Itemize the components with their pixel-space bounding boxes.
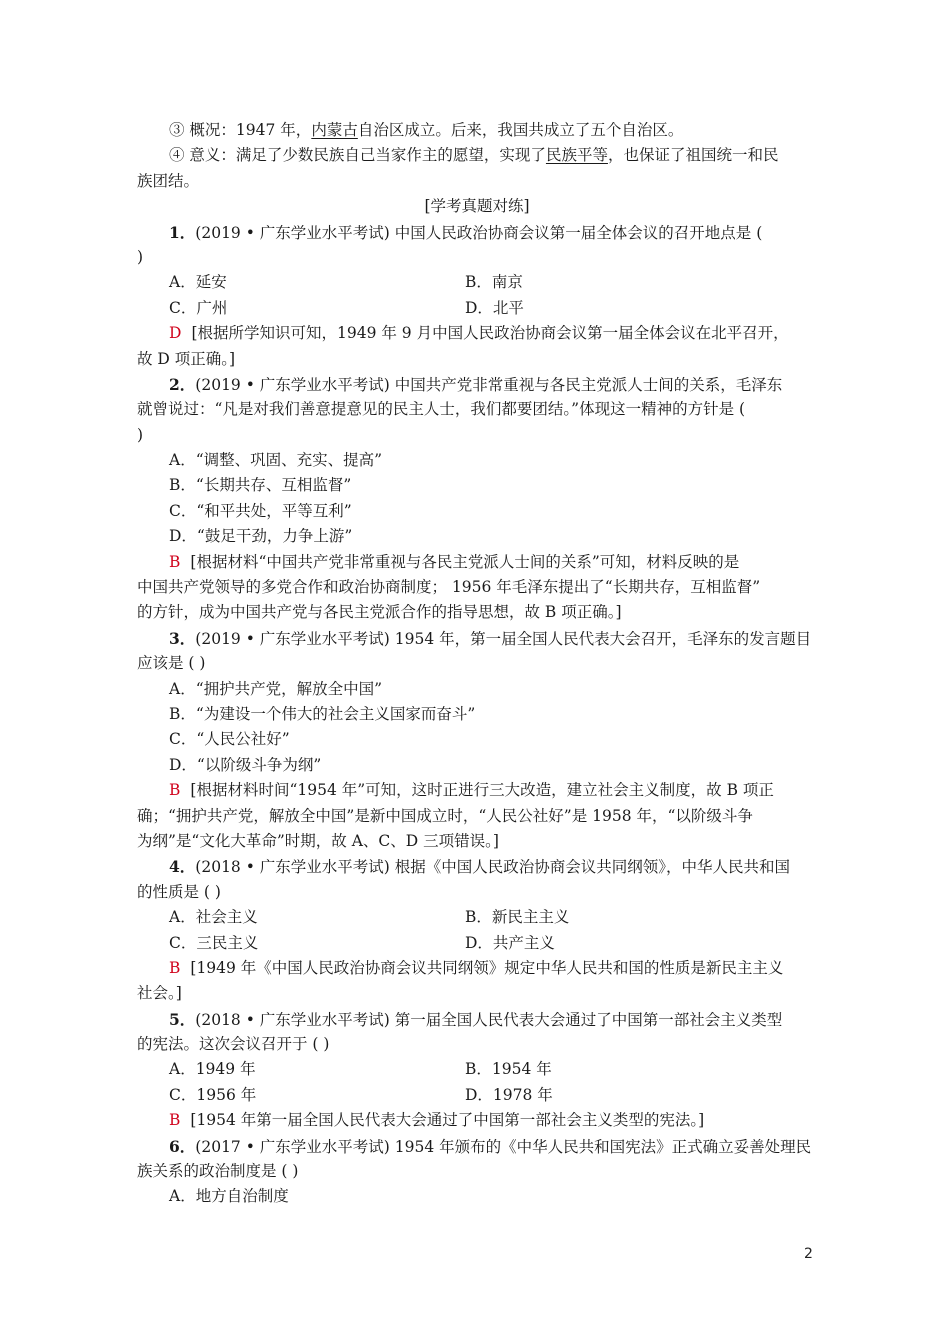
question-stem-line — [137, 423, 817, 448]
option-row — [137, 1083, 817, 1108]
explanation-line — [137, 550, 817, 575]
explanation-line — [137, 956, 817, 981]
question-stem-text: 的性质是 ( ) — [137, 882, 221, 901]
intro-text: ④ 意义：满足了少数民族自己当家作主的愿望，实现了 — [169, 146, 546, 165]
answer-letter: B — [169, 552, 181, 571]
option-row — [137, 473, 817, 498]
explanation-text: 确；“拥护共产党，解放全中国”是新中国成立时，“人民公社好”是 1958 年，“以阶级斗争 — [137, 806, 753, 825]
answer-option: A．延安 — [169, 273, 227, 292]
question-stem-line — [137, 397, 817, 422]
answer-option: A．地方自治制度 — [169, 1187, 289, 1206]
explanation-text: 中国共产党领导的多党合作和政治协商制度； 1956 年毛泽东提出了“长期共存，互相监督” — [137, 578, 761, 597]
explanation-text: [根据所学知识可知，1949 年 9 月中国人民政治协商会议第一届全体会议在北平召开， — [191, 324, 789, 343]
intro-text: 自治区成立。后来，我国共成立了五个自治区。 — [357, 121, 684, 139]
answer-option: B．“长期共存、互相监督” — [169, 476, 352, 495]
explanation-line — [137, 321, 817, 346]
answer-option: C．三民主义 — [169, 933, 259, 952]
explanation-text: [根据材料时间“1954 年”可知，这时正进行三大改造，建立社会主义制度，故 B 项正 — [190, 781, 774, 800]
option-row — [137, 753, 817, 778]
option-row — [137, 296, 817, 321]
page-content — [137, 118, 817, 1210]
answer-option: C．广州 — [169, 298, 228, 317]
question-stem-line — [137, 854, 817, 879]
explanation-text: 为纲”是“文化大革命”时期，故 A、C、D 三项错误。] — [137, 831, 499, 850]
question-number: 3． — [169, 628, 196, 648]
option-row — [137, 499, 817, 524]
question-stem-line — [137, 626, 817, 651]
question-stem-text: 族关系的政治制度是 ( ) — [137, 1162, 299, 1181]
explanation-line — [137, 778, 817, 803]
question-stem-line — [137, 1032, 817, 1057]
question-list — [137, 220, 817, 1210]
answer-option: D．北平 — [465, 298, 524, 317]
explanation-line — [137, 347, 817, 372]
option-row — [137, 677, 817, 702]
question-stem-line — [137, 880, 817, 905]
question-stem-text: (2019 • 广东学业水平考试) 中国人民政治协商会议第一届全体会议的召开地点是 ( — [195, 223, 763, 242]
question-stem-line — [137, 372, 817, 397]
question-number: 6． — [169, 1136, 196, 1156]
question-stem-text: 应该是 ( ) — [137, 654, 206, 673]
question-stem-text: ) — [137, 425, 144, 444]
question-stem-text: (2019 • 广东学业水平考试) 1954 年，第一届全国人民代表大会召开，毛泽东的发言题目 — [195, 629, 812, 648]
question-stem-line — [137, 245, 817, 270]
explanation-line — [137, 829, 817, 854]
answer-letter: B — [169, 1111, 181, 1130]
answer-option: A．“拥护共产党，解放全中国” — [169, 679, 383, 698]
explanation-line — [137, 575, 817, 600]
option-row — [137, 931, 817, 956]
answer-option: D．共产主义 — [465, 933, 555, 952]
option-row — [137, 270, 817, 295]
question-number: 2． — [169, 374, 196, 394]
intro-line-overview — [137, 118, 817, 143]
option-row — [137, 524, 817, 549]
question-stem-text: 的宪法。这次会议召开于 ( ) — [137, 1035, 330, 1054]
question-stem-text: (2019 • 广东学业水平考试) 中国共产党非常重视与各民主党派人士间的关系，毛泽东 — [195, 375, 783, 394]
question-stem-text: (2017 • 广东学业水平考试) 1954 年颁布的《中华人民共和国宪法》正式确立妥善处理民 — [195, 1137, 812, 1156]
question-stem-line — [137, 1007, 817, 1032]
explanation-text: 的方针，成为中国共产党与各民主党派合作的指导思想，故 B 项正确。] — [137, 603, 622, 622]
question-stem-text: 就曾说过：“凡是对我们善意提意见的民主人士，我们都要团结。”体现这一精神的方针是 ( — [137, 400, 746, 419]
answer-letter: B — [169, 781, 181, 800]
question-stem-line — [137, 220, 817, 245]
option-row — [137, 1184, 817, 1209]
answer-option: C．“和平共处，平等互利” — [169, 501, 352, 520]
underlined-term: 民族平等 — [545, 146, 608, 165]
question-stem-line — [137, 651, 817, 676]
underlined-term: 内蒙古 — [311, 121, 358, 139]
intro-line-continued: 族团结。 — [137, 171, 200, 190]
option-row — [137, 702, 817, 727]
answer-option: B．新民主主义 — [465, 908, 570, 927]
answer-option: B．“为建设一个伟大的社会主义国家而奋斗” — [169, 704, 476, 723]
question-stem-text: (2018 • 广东学业水平考试) 根据《中国人民政治协商会议共同纲领》，中华人民共和国 — [195, 858, 791, 877]
section-title: [学考真题对练] — [424, 197, 530, 216]
explanation-line — [137, 981, 817, 1006]
question-number: 1． — [169, 222, 196, 242]
intro-text: ③ 概况：1947 年， — [169, 121, 312, 139]
explanation-text: [根据材料“中国共产党非常重视与各民主党派人士间的关系”可知，材料反映的是 — [190, 552, 740, 571]
option-row — [137, 905, 817, 930]
option-row — [137, 448, 817, 473]
explanation-line — [137, 804, 817, 829]
answer-letter: D — [169, 324, 182, 343]
answer-option: A．社会主义 — [169, 908, 258, 927]
answer-option: D．“以阶级斗争为纲” — [169, 755, 322, 774]
question-stem-text: ) — [137, 247, 144, 266]
answer-option: D．“鼓足干劲，力争上游” — [169, 527, 353, 546]
explanation-text: 社会。] — [137, 984, 182, 1003]
question-stem-line — [137, 1134, 817, 1159]
explanation-line — [137, 600, 817, 625]
question-stem-text: (2018 • 广东学业水平考试) 第一届全国人民代表大会通过了中国第一部社会主义类型 — [195, 1010, 783, 1029]
explanation-text: [1949 年《中国人民政治协商会议共同纲领》规定中华人民共和国的性质是新民主主义 — [190, 958, 784, 977]
answer-option: C．“人民公社好” — [169, 730, 290, 749]
answer-option: B．南京 — [465, 273, 523, 292]
question-number: 4． — [169, 857, 196, 877]
option-row — [137, 727, 817, 752]
question-stem-line — [137, 1159, 817, 1184]
explanation-line — [137, 1108, 817, 1133]
question-number: 5． — [169, 1009, 196, 1029]
answer-option: B．1954 年 — [465, 1060, 552, 1079]
answer-option: A．1949 年 — [169, 1060, 256, 1079]
answer-letter: B — [169, 958, 181, 977]
explanation-text: 故 D 项正确。] — [137, 349, 236, 368]
explanation-text: [1954 年第一届全国人民代表大会通过了中国第一部社会主义类型的宪法。] — [190, 1111, 705, 1130]
answer-option: A．“调整、巩固、充实、提高” — [169, 451, 383, 470]
option-row — [137, 1057, 817, 1082]
intro-line-significance — [137, 143, 817, 168]
intro-text: ，也保证了祖国统一和民 — [607, 146, 779, 165]
answer-option: D．1978 年 — [465, 1085, 553, 1104]
page-number: 2 — [804, 1246, 813, 1262]
answer-option: C．1956 年 — [169, 1085, 257, 1104]
